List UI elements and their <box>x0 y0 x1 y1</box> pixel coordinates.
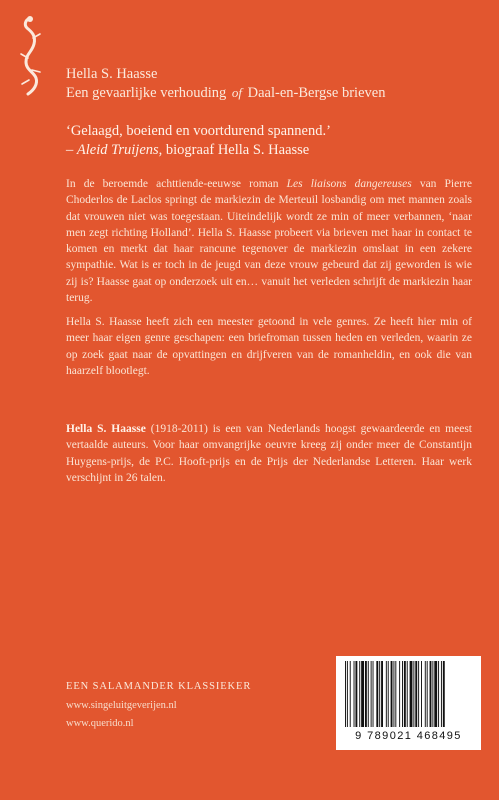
barcode-bar <box>438 661 439 727</box>
genre-paragraph: Hella S. Haasse heeft zich een meester getoond in vele genres. Ze heeft hier min of meer haar eigen genre geschapen: een briefroman tussen heden en verleden, waarin ze op zoek gaat naar de opvattingen en drijfveren van de romanheldin, en ook die van haarzelf blootlegt. <box>66 316 472 377</box>
publisher-url-singel: www.singeluitgeverijen.nl <box>66 700 177 711</box>
barcode-bar <box>418 661 419 727</box>
barcode-bar <box>355 661 357 727</box>
barcode-bar <box>404 661 406 727</box>
barcode-bar <box>434 661 437 727</box>
referenced-book-title: Les liaisons dangereuses <box>286 178 412 190</box>
bio-text: (1918-2011) is een van Nederlands hoogst gewaardeerde en meest vertaalde auteurs. Voor haar omvangrijke oeuvre kreeg zij onder meer de Constantijn Huygens-prijs, de P.C. Hooft-prijs en de Prijs der Nederlandse Letteren. Haar werk verschijnt in 26 talen. <box>66 423 472 484</box>
barcode-bar <box>413 661 414 727</box>
title-part-1: Een gevaarlijke verhouding <box>66 85 227 101</box>
barcode-bar <box>395 661 396 727</box>
barcode-bar <box>415 661 417 727</box>
barcode-bar <box>381 661 383 727</box>
barcode-bar <box>441 661 442 727</box>
barcode-bar <box>432 661 433 727</box>
synopsis-rest: van Pierre Choderlos de Laclos springt de markiezin de Merteuil losbandig om met mannen zoals dat vrouwen niet was toegestaan. Uiteindelijk wordt ze min of meer verbannen, ‘naar men zegt richting Holland’. Hella S. Haasse probeert via brieven met haar in contact te komen en merkt dat haar rancune tegenover de markiezin omslaat in een zekere sympathie. Wat is er toch in de jeugd van deze vrouw gebeurd dat zij geworden is wie zij is? Haasse gaat op onderzoek uit en… vanuit het verleden schrijft de markiezin haar terug. <box>66 178 472 305</box>
barcode-bar <box>430 661 432 727</box>
author-name: Hella S. Haasse <box>66 66 158 82</box>
isbn-number: 9 789021 468495 <box>355 730 462 742</box>
barcode-bar <box>354 661 355 727</box>
barcode-bar <box>350 661 351 727</box>
barcode-bar <box>368 661 369 727</box>
publisher-url-querido: www.querido.nl <box>66 718 134 729</box>
barcode-bar <box>371 661 372 727</box>
barcode-bar <box>421 661 422 727</box>
barcode-bar <box>388 661 389 727</box>
title-part-2: Daal-en-Bergse brieven <box>247 85 386 101</box>
quote-source-name: Aleid Truijens <box>76 142 159 158</box>
barcode-bar <box>425 661 426 727</box>
barcode-bar <box>373 661 374 727</box>
salamander-icon <box>14 14 50 98</box>
barcode-bar <box>379 661 380 727</box>
barcode-bar <box>399 661 400 727</box>
bio-author-name: Hella S. Haasse <box>66 423 146 435</box>
series-label: EEN SALAMANDER KLASSIEKER <box>66 681 252 692</box>
barcode-bar <box>402 661 403 727</box>
barcode-bar <box>427 661 428 727</box>
book-title <box>66 85 385 102</box>
barcode-bar <box>345 661 346 727</box>
quote-text: ‘Gelaagd, boeiend en voortdurend spannend.’ <box>66 123 331 139</box>
barcode-bar <box>376 661 378 727</box>
barcode-bar <box>365 661 367 727</box>
barcode-bar <box>347 661 348 727</box>
barcode-bar <box>359 661 360 727</box>
author-bio-paragraph <box>66 421 472 486</box>
synopsis-paragraph <box>66 176 472 306</box>
synopsis-lead: In de beroemde achttiende-eeuwse roman <box>66 178 287 190</box>
quote-dash: – <box>66 142 77 158</box>
barcode-bar <box>386 661 387 727</box>
barcode-bar <box>443 661 445 727</box>
barcode-bar <box>391 661 393 727</box>
review-quote <box>66 122 486 160</box>
barcode-bar <box>393 661 394 727</box>
barcode-bar <box>407 661 408 727</box>
quote-source <box>66 141 486 160</box>
barcode <box>336 656 481 750</box>
title-connector: of <box>231 85 242 100</box>
barcode-bar <box>361 661 364 727</box>
barcode-bars <box>343 661 474 729</box>
barcode-bar <box>410 661 413 727</box>
quote-source-role: , biograaf Hella S. Haasse <box>158 142 310 158</box>
